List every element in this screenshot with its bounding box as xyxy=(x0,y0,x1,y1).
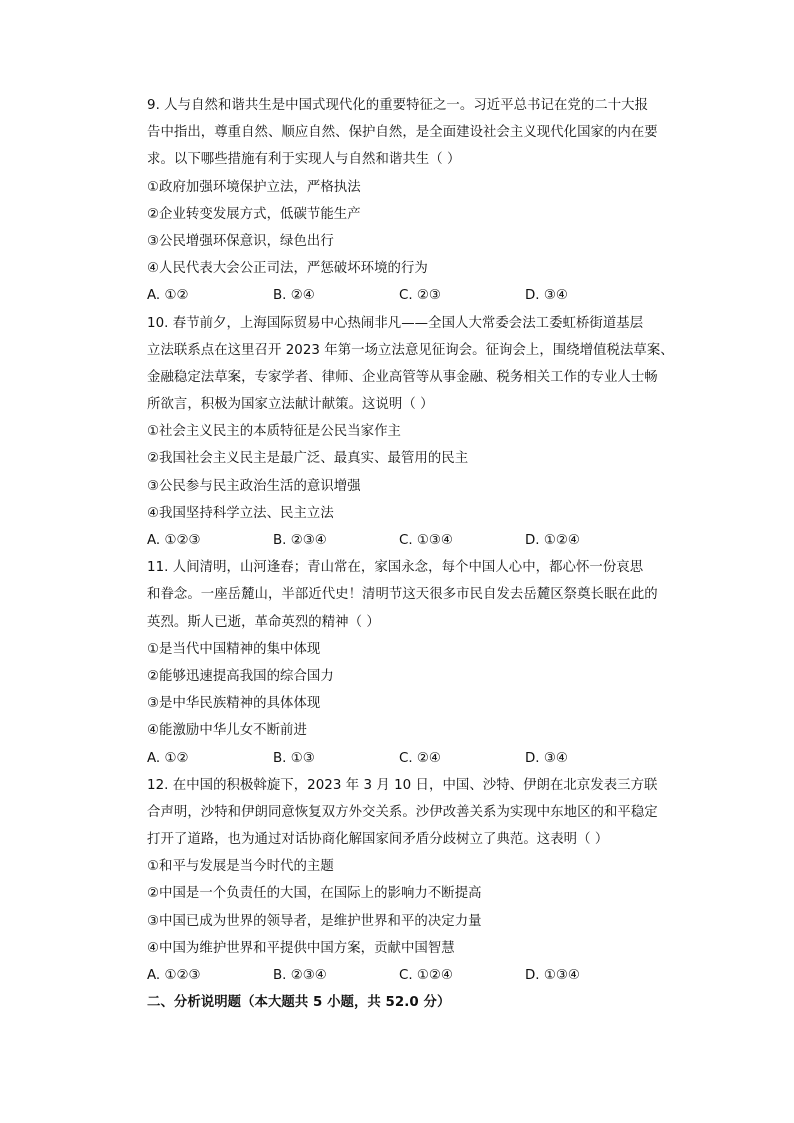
question-9 xyxy=(147,92,667,310)
statement-item: ③中国已成为世界的领导者，是维护世界和平的决定力量 xyxy=(147,913,482,929)
option-a: A. ①② xyxy=(147,750,189,766)
question-stem-line: 金融稳定法草案，专家学者、律师、企业高管等从事金融、税务相关工作的专业人士畅 xyxy=(147,369,658,385)
question-stem-line: 11. 人间清明，山河逢春；青山常在，家国永念，每个中国人心中，都心怀一份哀思 xyxy=(147,560,644,576)
answer-options xyxy=(147,527,667,554)
option-b: B. ②③④ xyxy=(273,968,327,983)
question-stem-line: 打开了道路，也为通过对话协商化解国家间矛盾分歧树立了典范。这表明（ ） xyxy=(147,832,609,848)
option-b: B. ①③ xyxy=(273,750,315,766)
option-d: D. ③④ xyxy=(525,288,568,304)
question-11 xyxy=(147,554,667,772)
statement-item: ①和平与发展是当今时代的主题 xyxy=(147,859,334,875)
statement-item: ③是中华民族精神的具体体现 xyxy=(147,696,321,712)
question-stem-line: 求。以下哪些措施有利于实现人与自然和谐共生（ ） xyxy=(147,152,461,168)
option-a: A. ①② xyxy=(147,288,189,304)
question-stem-line: 英烈。斯人已逝，革命英烈的精神（ ） xyxy=(147,614,380,630)
answer-options xyxy=(147,745,667,772)
option-d: D. ③④ xyxy=(525,750,568,766)
option-c: C. ②③ xyxy=(399,288,441,304)
question-stem-line: 10. 春节前夕，上海国际贸易中心热闹非凡——全国人大常委会法工委虹桥街道基层 xyxy=(147,315,644,331)
option-a: A. ①②③ xyxy=(147,968,201,983)
option-b: B. ②④ xyxy=(273,288,315,304)
statement-item: ④中国为维护世界和平提供中国方案，贡献中国智慧 xyxy=(147,940,455,956)
statement-item: ①社会主义民主的本质特征是公民当家作主 xyxy=(147,424,401,440)
section-heading: 二、分析说明题（本大题共 5 小题，共 52.0 分） xyxy=(147,995,451,1011)
question-stem-line: 立法联系点在这里召开 2023 年第一场立法意见征询会。征询会上，围绕增值税法草案、 xyxy=(147,342,674,358)
question-12 xyxy=(147,772,667,990)
question-stem-line: 所欲言，积极为国家立法献计献策。这说明（ ） xyxy=(147,397,434,413)
question-stem-line: 告中指出，尊重自然、顺应自然、保护自然，是全面建设社会主义现代化国家的内在要 xyxy=(147,125,658,141)
statement-item: ④我国坚持科学立法、民主立法 xyxy=(147,505,334,521)
statement-item: ③公民增强环保意识，绿色出行 xyxy=(147,233,334,249)
exam-content xyxy=(147,92,674,1016)
statement-item: ④能激励中华儿女不断前进 xyxy=(147,723,307,739)
statement-item: ④人民代表大会公正司法，严惩破坏环境的行为 xyxy=(147,261,428,277)
statement-item: ②企业转变发展方式，低碳节能生产 xyxy=(147,206,361,222)
question-stem-line: 和眷念。一座岳麓山，半部近代史！清明节这天很多市民自发去岳麓区祭奠长眠在此的 xyxy=(147,587,658,603)
option-c: C. ①②④ xyxy=(399,968,453,983)
statement-item: ②我国社会主义民主是最广泛、最真实、最管用的民主 xyxy=(147,451,469,467)
question-stem-line: 合声明，沙特和伊朗同意恢复双方外交关系。沙伊改善关系为实现中东地区的和平稳定 xyxy=(147,804,658,820)
answer-options xyxy=(147,282,667,309)
option-a: A. ①②③ xyxy=(147,533,201,548)
option-c: C. ②④ xyxy=(399,750,441,766)
statement-item: ②能够迅速提高我国的综合国力 xyxy=(147,668,334,684)
option-b: B. ②③④ xyxy=(273,533,327,548)
statement-item: ①是当代中国精神的集中体现 xyxy=(147,641,321,657)
statement-item: ③公民参与民主政治生活的意识增强 xyxy=(147,478,361,494)
question-stem-line: 9. 人与自然和谐共生是中国式现代化的重要特征之一。习近平总书记在党的二十大报 xyxy=(147,98,649,113)
statement-item: ①政府加强环境保护立法，严格执法 xyxy=(147,179,361,195)
option-d: D. ①③④ xyxy=(525,968,580,983)
question-stem-line: 12. 在中国的积极斡旋下，2023 年 3 月 10 日，中国、沙特、伊朗在北京发表三方联 xyxy=(147,777,658,793)
question-10 xyxy=(147,310,674,555)
option-d: D. ①②④ xyxy=(525,533,580,548)
option-c: C. ①③④ xyxy=(399,533,453,548)
answer-options xyxy=(147,962,667,989)
statement-item: ②中国是一个负责任的大国，在国际上的影响力不断提高 xyxy=(147,886,482,902)
